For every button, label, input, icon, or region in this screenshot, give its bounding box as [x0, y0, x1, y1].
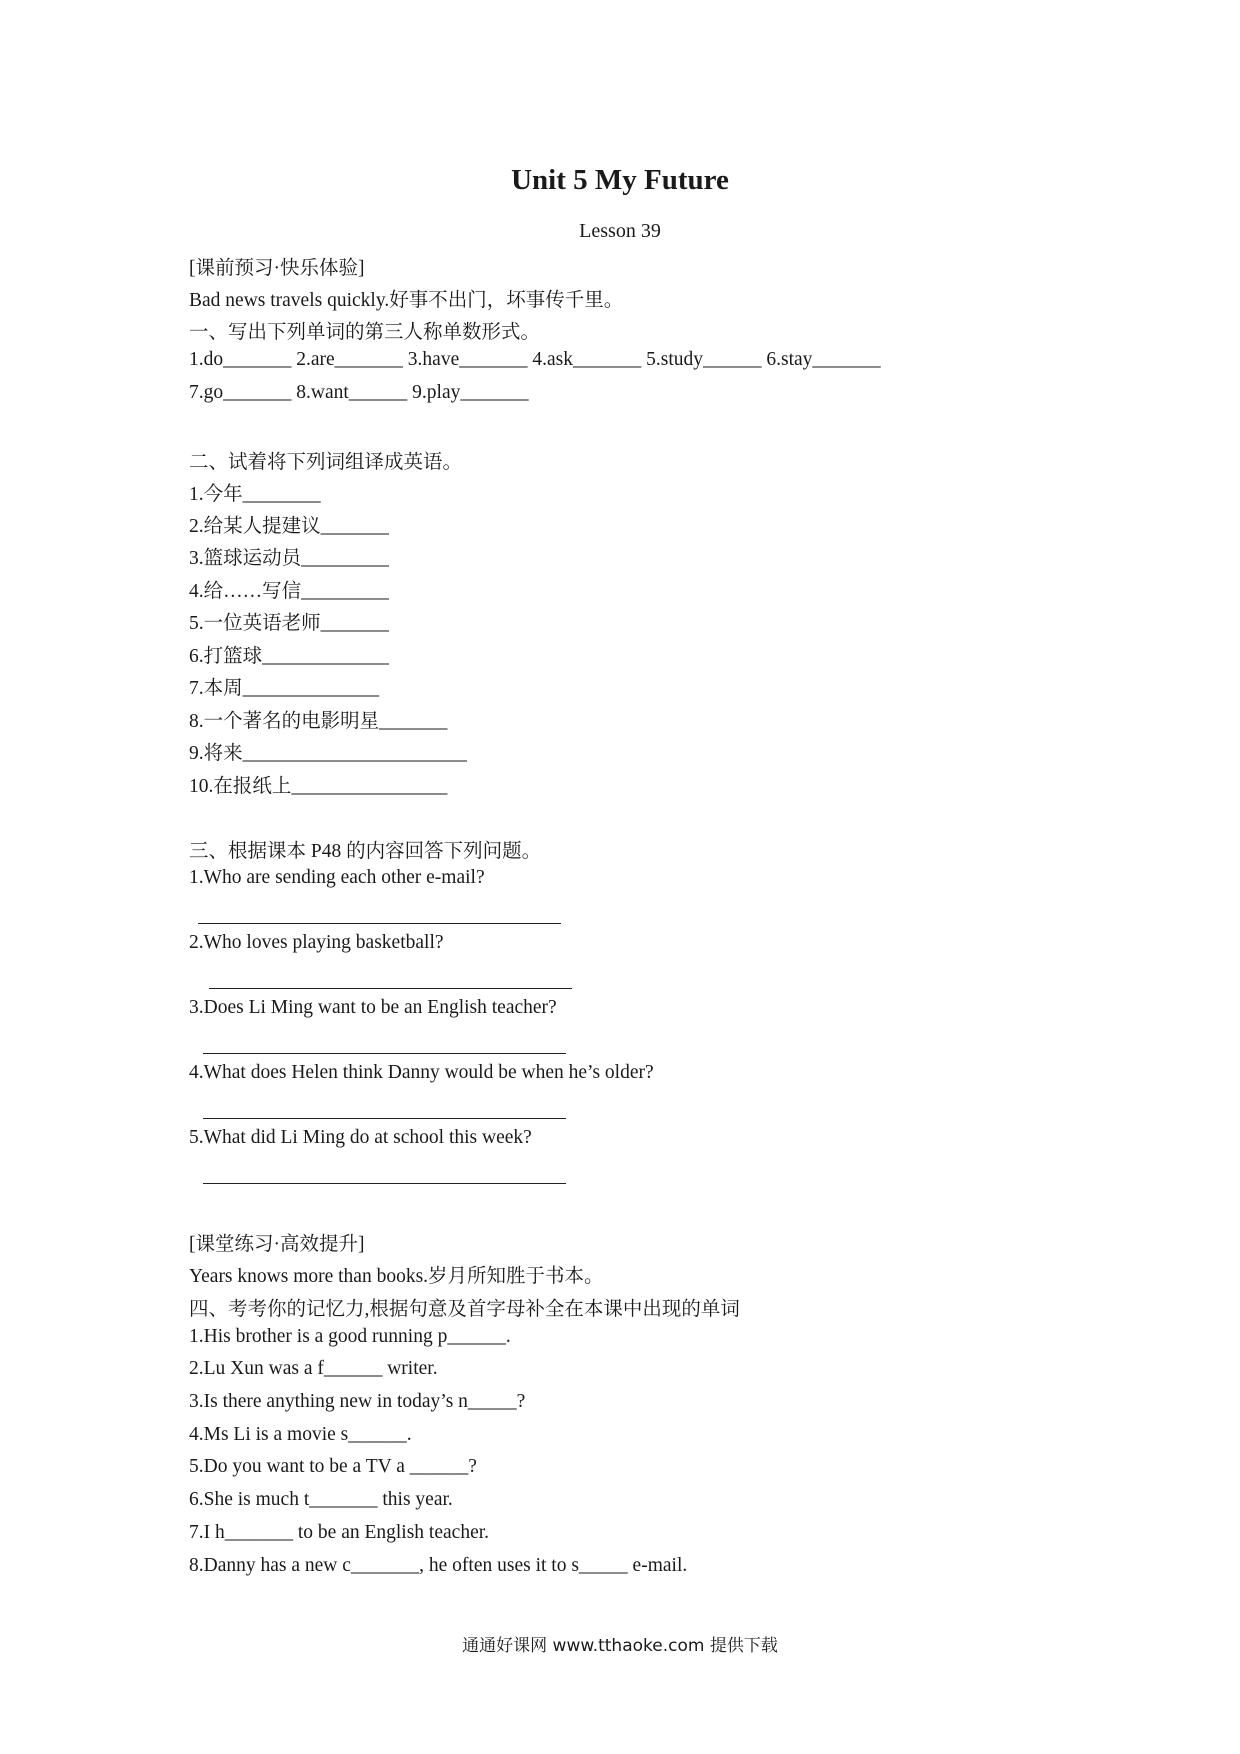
answer-line: [198, 923, 561, 924]
answer-line: [203, 1183, 566, 1184]
fill-blank-item: 6.She is much t_______ this year.: [189, 1489, 453, 1510]
lesson-title: Lesson 39: [579, 220, 661, 242]
phrase-item: 10.在报纸上________________: [189, 776, 448, 797]
fill-blank-item: 7.I h_______ to be an English teacher.: [189, 1522, 490, 1543]
question: 5.What did Li Ming do at school this week?: [189, 1127, 532, 1148]
practice-section-heading: [课堂练习·高效提升]: [189, 1234, 365, 1255]
phrase-item: 3.篮球运动员_________: [189, 548, 389, 569]
proverb-a: Bad news travels quickly.好事不出门，坏事传千里。: [189, 290, 624, 311]
footer-credit: 通通好课网 www.tthaoke.com 提供下载: [462, 1636, 778, 1656]
proverb-b: Years knows more than books.岁月所知胜于书本。: [189, 1266, 604, 1287]
fill-blank-item: 4.Ms Li is a movie s______.: [189, 1424, 412, 1445]
question: 4.What does Helen think Danny would be when he’s older?: [189, 1062, 654, 1083]
fill-blank-item: 2.Lu Xun was a f______ writer.: [189, 1358, 438, 1379]
question: 2.Who loves playing basketball?: [189, 932, 444, 953]
phrase-item: 6.打篮球_____________: [189, 646, 389, 667]
exercise-1-heading: 一、写出下列单词的第三人称单数形式。: [189, 322, 541, 343]
fill-blank-item: 3.Is there anything new in today’s n_____?: [189, 1391, 526, 1412]
fill-blank-item: 8.Danny has a new c_______, he often uses it to s_____ e-mail.: [189, 1555, 688, 1576]
fill-blank-item: 1.His brother is a good running p______.: [189, 1326, 511, 1347]
exercise-1-row-2: 7.go_______ 8.want______ 9.play_______: [189, 382, 529, 403]
phrase-item: 8.一个著名的电影明星_______: [189, 711, 448, 732]
fill-blank-item: 5.Do you want to be a TV a ______?: [189, 1456, 477, 1477]
page-title: Unit 5 My Future: [511, 164, 729, 196]
exercise-4-heading: 四、考考你的记忆力,根据句意及首字母补全在本课中出现的单词: [189, 1299, 740, 1320]
phrase-item: 4.给……写信_________: [189, 581, 389, 602]
question: 3.Does Li Ming want to be an English teacher?: [189, 997, 557, 1018]
phrase-item: 1.今年________: [189, 484, 321, 505]
answer-line: [209, 988, 572, 989]
question: 1.Who are sending each other e-mail?: [189, 867, 485, 888]
exercise-3-heading: 三、根据课本 P48 的内容回答下列问题。: [189, 841, 542, 862]
phrase-item: 2.给某人提建议_______: [189, 516, 389, 537]
exercise-1-row-1: 1.do_______ 2.are_______ 3.have_______ 4.ask_______ 5.study______ 6.stay_______: [189, 349, 881, 370]
exercise-2-heading: 二、试着将下列词组译成英语。: [189, 452, 463, 473]
phrase-item: 5.一位英语老师_______: [189, 613, 389, 634]
preview-section-heading: [课前预习·快乐体验]: [189, 258, 365, 279]
answer-line: [203, 1053, 566, 1054]
answer-line: [203, 1118, 566, 1119]
phrase-item: 9.将来_______________________: [189, 743, 467, 764]
phrase-item: 7.本周______________: [189, 678, 380, 699]
